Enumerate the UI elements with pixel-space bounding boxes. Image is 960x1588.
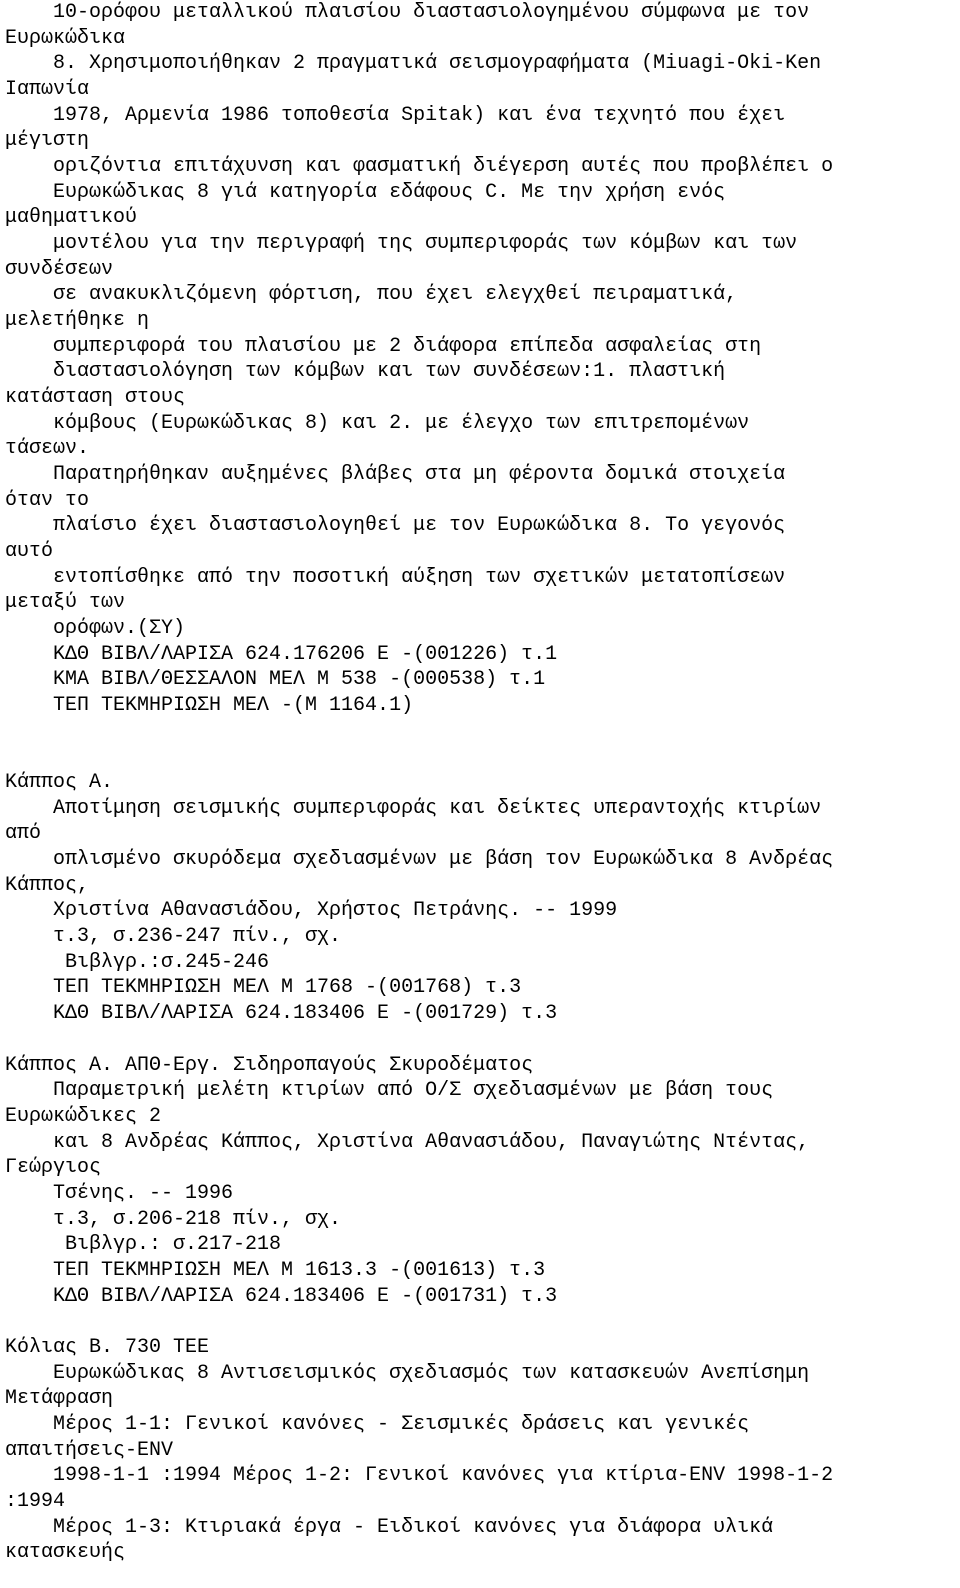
text-line: συνδέσεων	[5, 258, 114, 281]
text-line: ορόφων.(ΣΥ)	[5, 617, 186, 640]
text-line: οριζόντια επιτάχυνση και φασματική διέγερση αυτές που προβλέπει ο	[5, 155, 834, 178]
entry-author: Κάππος Α. ΑΠΘ-Εργ. Σιδηροπαγούς Σκυροδέματος	[5, 1054, 534, 1077]
entry-author: Κάππος Α.	[5, 771, 114, 794]
text-line: Μετάφραση	[5, 1387, 114, 1410]
text-line: :1994	[5, 1490, 66, 1513]
text-line: διαστασιολόγηση των κόμβων και των συνδέσεων:1. πλαστική	[5, 360, 726, 383]
text-line: τ.3, σ.236-247 πίν., σχ.	[5, 925, 342, 948]
text-line: κατάσταση στους	[5, 386, 186, 409]
text-line: αυτό	[5, 540, 54, 563]
text-line: όταν το	[5, 489, 90, 512]
text-line: Παρατηρήθηκαν αυξημένες βλάβες στα μη φέροντα δομικά στοιχεία	[5, 463, 786, 486]
text-line: 8. Χρησιμοποιήθηκαν 2 πραγματικά σεισμογραφήματα (Miuagi-Oki-Ken	[5, 52, 822, 75]
text-line: τ.3, σ.206-218 πίν., σχ.	[5, 1208, 342, 1231]
text-line: από	[5, 822, 42, 845]
text-line: Βιβλγρ.:σ.245-246	[5, 951, 270, 974]
text-line: πλαίσιο έχει διαστασιολογηθεί με τον Ευρωκώδικα 8. Το γεγονός	[5, 514, 786, 537]
text-line: ΤΕΠ ΤΕΚΜΗΡΙΩΣΗ ΜΕΛ Μ 1613.3 -(001613) τ.3	[5, 1259, 546, 1282]
text-line: συμπεριφορά του πλαισίου με 2 διάφορα επίπεδα ασφαλείας στη	[5, 335, 762, 358]
text-line: Βιβλγρ.: σ.217-218	[5, 1233, 282, 1256]
text-line: οπλισμένο σκυρόδεμα σχεδιασμένων με βάση τον Ευρωκώδικα 8 Ανδρέας	[5, 848, 834, 871]
text-line: Μέρος 1-1: Γενικοί κανόνες - Σεισμικές δράσεις και γενικές	[5, 1413, 750, 1436]
text-line: Γεώργιος	[5, 1156, 102, 1179]
text-line: ΚΔΘ ΒΙΒΛ/ΛΑΡΙΣΑ 624.176206 Ε -(001226) τ.1	[5, 643, 558, 666]
text-line: μεταξύ των	[5, 591, 126, 614]
text-line: μελετήθηκε η	[5, 309, 150, 332]
text-line: κόμβους (Ευρωκώδικας 8) και 2. με έλεγχο των επιτρεπομένων	[5, 412, 750, 435]
text-line: μέγιστη	[5, 129, 90, 152]
text-line: 1998-1-1 :1994 Μέρος 1-2: Γενικοί κανόνες για κτίρια-ENV 1998-1-2	[5, 1464, 834, 1487]
entry-author: Κόλιας Β. 730 ΤΕΕ	[5, 1336, 210, 1359]
text-line: Ευρωκώδικας 8 Αντισεισμικός σχεδιασμός των κατασκευών Ανεπίσημη	[5, 1362, 810, 1385]
text-line: ΚΔΘ ΒΙΒΛ/ΛΑΡΙΣΑ 624.183406 Ε -(001731) τ.3	[5, 1285, 558, 1308]
text-line: και 8 Ανδρέας Κάππος, Χριστίνα Αθανασιάδου, Παναγιώτης Ντέντας,	[5, 1131, 810, 1154]
text-line: Μέρος 1-3: Κτιριακά έργα - Ειδικοί κανόνες για διάφορα υλικά	[5, 1516, 774, 1539]
text-line: ΤΕΠ ΤΕΚΜΗΡΙΩΣΗ ΜΕΛ Μ 1768 -(001768) τ.3	[5, 976, 522, 999]
text-line: Ιαπωνία	[5, 78, 90, 101]
text-line: Κάππος,	[5, 874, 90, 897]
text-line: 10-ορόφου μεταλλικού πλαισίου διαστασιολογημένου σύμφωνα με τον	[5, 1, 810, 24]
text-line: μαθηματικού	[5, 206, 138, 229]
text-line: ΤΕΠ ΤΕΚΜΗΡΙΩΣΗ ΜΕΛ -(Μ 1164.1)	[5, 694, 414, 717]
text-line: Ευρωκώδικας 8 γιά κατηγορία εδάφους C. Με την χρήση ενός	[5, 181, 726, 204]
text-line: τάσεων.	[5, 437, 90, 460]
text-line: κατασκευής	[5, 1541, 126, 1564]
text-line: Ευρωκώδικα	[5, 27, 126, 50]
text-line: μοντέλου για την περιγραφή της συμπεριφοράς των κόμβων και των	[5, 232, 798, 255]
text-line: απαιτήσεις-ENV	[5, 1439, 174, 1462]
text-line: Τσένης. -- 1996	[5, 1182, 234, 1205]
text-line: ΚΔΘ ΒΙΒΛ/ΛΑΡΙΣΑ 624.183406 Ε -(001729) τ.3	[5, 1002, 558, 1025]
text-line: Χριστίνα Αθανασιάδου, Χρήστος Πετράνης. -- 1999	[5, 899, 618, 922]
text-line: 1978, Αρμενία 1986 τοποθεσία Spitak) και ένα τεχνητό που έχει	[5, 104, 786, 127]
text-line: εντοπίσθηκε από την ποσοτική αύξηση των σχετικών μετατοπίσεων	[5, 566, 786, 589]
text-line: Παραμετρική μελέτη κτιρίων από Ο/Σ σχεδιασμένων με βάση τους	[5, 1079, 774, 1102]
text-line: ΚΜΑ ΒΙΒΛ/ΘΕΣΣΑΛΟΝ ΜΕΛ Μ 538 -(000538) τ.1	[5, 668, 546, 691]
text-line: Ευρωκώδικες 2	[5, 1105, 162, 1128]
text-line: Αποτίμηση σεισμικής συμπεριφοράς και δείκτες υπεραντοχής κτιρίων	[5, 797, 822, 820]
text-line: σε ανακυκλιζόμενη φόρτιση, που έχει ελεγχθεί πειραματικά,	[5, 283, 738, 306]
